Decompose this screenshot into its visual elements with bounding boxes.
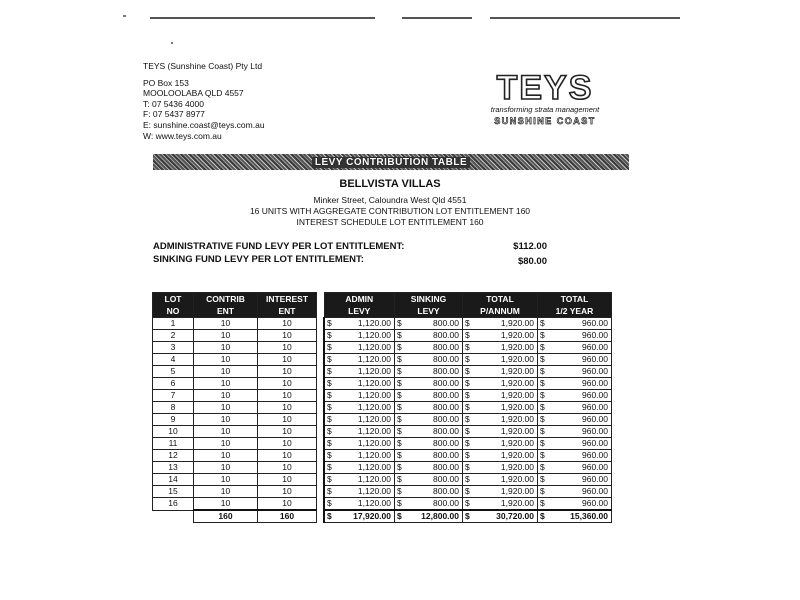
currency-symbol-cell: $ [395,498,406,511]
table-row [153,354,612,366]
interest-entitlement-cell: 10 [258,498,317,511]
sinking-value-cell: 800.00 [405,426,463,438]
half-value-cell: 960.00 [548,414,612,426]
currency-symbol-cell: $ [324,474,335,486]
lot-number-cell: 11 [153,438,194,450]
interest-entitlement-cell: 10 [258,486,317,498]
header-gap [317,305,325,318]
currency-symbol-cell: $ [463,486,474,498]
contrib-entitlement-cell: 10 [194,402,258,414]
currency-symbol-cell: $ [538,414,549,426]
half-value-cell: 960.00 [548,378,612,390]
interest-entitlement-cell: 10 [258,318,317,330]
half-value-cell: 960.00 [548,330,612,342]
currency-symbol-cell: $ [463,450,474,462]
table-row [153,414,612,426]
currency-symbol-cell: $ [463,402,474,414]
company-website: W: www.teys.com.au [143,130,222,141]
table-title-banner [153,154,629,170]
currency-symbol-cell: $ [463,354,474,366]
admin-value-cell: 1,120.00 [335,450,395,462]
sinking-value-cell: 800.00 [405,414,463,426]
table-row [153,402,612,414]
currency-symbol-cell: $ [324,438,335,450]
sinking-value-cell: 800.00 [405,342,463,354]
currency-symbol-cell: $ [395,474,406,486]
sinking-value-cell: 800.00 [405,390,463,402]
totals-row [153,510,612,523]
currency-symbol-cell: $ [395,342,406,354]
admin-value-cell: 1,120.00 [335,402,395,414]
total-value-cell: 1,920.00 [473,498,538,511]
table-row [153,366,612,378]
currency-symbol-cell: $ [538,318,549,330]
currency-symbol-cell: $ [324,330,335,342]
sinking-value-cell: 800.00 [405,330,463,342]
currency-symbol-cell: $ [538,486,549,498]
contrib-entitlement-cell: 10 [194,498,258,511]
interest-entitlement-cell: 10 [258,354,317,366]
table-row [153,426,612,438]
half-value-cell: 960.00 [548,402,612,414]
admin-value-cell: 1,120.00 [335,426,395,438]
currency-symbol-cell: $ [538,342,549,354]
lot-number-cell: 13 [153,462,194,474]
admin-value-cell: 1,120.00 [335,390,395,402]
table-row [153,378,612,390]
levy-table [152,292,612,523]
table-row [153,390,612,402]
contrib-entitlement-cell: 10 [194,426,258,438]
currency-symbol-cell: $ [538,330,549,342]
interest-entitlement-cell: 10 [258,342,317,354]
interest-entitlement-line: INTEREST SCHEDULE LOT ENTITLEMENT 160 [296,217,484,227]
interest-entitlement-cell: 10 [258,414,317,426]
total-value-cell: 1,920.00 [473,486,538,498]
total-value-cell: 1,920.00 [473,318,538,330]
interest-entitlement-cell: 10 [258,366,317,378]
sinking-value-cell: 800.00 [405,486,463,498]
currency-symbol-cell: $ [395,426,406,438]
lot-number-cell: 4 [153,354,194,366]
table-row [153,474,612,486]
lot-number-cell: 5 [153,366,194,378]
currency-symbol-cell: $ [395,462,406,474]
contrib-entitlement-cell: 10 [194,486,258,498]
header-sinking: SINKING [395,293,463,306]
total-value-cell: 1,920.00 [473,390,538,402]
half-value-cell: 960.00 [548,354,612,366]
company-details [143,61,265,141]
admin-value-cell: 1,120.00 [335,330,395,342]
currency-symbol-cell: $ [324,426,335,438]
currency-symbol-cell: $ [324,354,335,366]
total-value-cell: 1,920.00 [473,462,538,474]
sinking-value-cell: 800.00 [405,354,463,366]
total-value-cell: 1,920.00 [473,426,538,438]
half-value-cell: 960.00 [548,390,612,402]
gap-cell [317,318,325,330]
table-row [153,450,612,462]
gap-cell [317,330,325,342]
currency-symbol-cell: $ [395,366,406,378]
sinking-value-cell: 800.00 [405,366,463,378]
interest-entitlement-cell: 10 [258,330,317,342]
sinking-total-cell: 12,800.00 [405,510,463,523]
total-total-cell: 30,720.00 [473,510,538,523]
currency-symbol-cell: $ [463,438,474,450]
company-address-line: PO Box 153 [143,77,189,88]
currency-symbol-cell: $ [538,450,549,462]
header-sinking-sub: LEVY [395,305,463,318]
admin-value-cell: 1,120.00 [335,462,395,474]
currency-symbol-cell: $ [324,318,335,330]
contrib-entitlement-cell: 10 [194,342,258,354]
currency-symbol-cell: $ [395,390,406,402]
currency-symbol-cell: $ [324,378,335,390]
header-half-year-sub: 1/2 YEAR [538,305,612,318]
contrib-entitlement-cell: 10 [194,450,258,462]
header-contrib-sub: ENT [194,305,258,318]
currency-symbol-cell: $ [463,318,474,330]
total-value-cell: 1,920.00 [473,330,538,342]
sinking-value-cell: 800.00 [405,474,463,486]
contrib-entitlement-cell: 10 [194,474,258,486]
currency-symbol-cell: $ [395,438,406,450]
total-value-cell: 1,920.00 [473,438,538,450]
currency-symbol-cell: $ [463,474,474,486]
currency-symbol-cell: $ [538,426,549,438]
sinking-value-cell: 800.00 [405,438,463,450]
property-name: BELLVISTA VILLAS [339,178,441,190]
half-value-cell: 960.00 [548,486,612,498]
interest-total-cell: 160 [258,510,317,523]
currency-symbol-cell: $ [395,450,406,462]
lot-number-cell: 9 [153,414,194,426]
currency-symbol-cell: $ [463,390,474,402]
total-value-cell: 1,920.00 [473,354,538,366]
total-value-cell: 1,920.00 [473,402,538,414]
company-phone: T: 07 5436 4000 [143,98,204,109]
sinking-value-cell: 800.00 [405,498,463,511]
currency-symbol-cell: $ [538,438,549,450]
logo-wordmark: TEYS [496,69,594,107]
sinking-value-cell: 800.00 [405,462,463,474]
admin-value-cell: 1,120.00 [335,486,395,498]
lot-number-cell: 2 [153,330,194,342]
currency-symbol-cell: $ [463,462,474,474]
half-value-cell: 960.00 [548,450,612,462]
currency-symbol-cell: $ [463,498,474,511]
sinking-value-cell: 800.00 [405,318,463,330]
header-lot-sub: NO [153,305,194,318]
table-row [153,330,612,342]
admin-value-cell: 1,120.00 [335,366,395,378]
logo-region: SUNSHINE COAST [494,116,596,126]
currency-symbol-cell: $ [395,378,406,390]
currency-symbol-cell: $ [324,498,335,511]
contrib-total-cell: 160 [194,510,258,523]
property-address: Minker Street, Caloundra West Qld 4551 [313,195,467,205]
header-interest: INTEREST [258,293,317,306]
lot-number-cell: 8 [153,402,194,414]
half-value-cell: 960.00 [548,474,612,486]
admin-value-cell: 1,120.00 [335,438,395,450]
totals-label-cell [153,510,194,523]
banner-title: LEVY CONTRIBUTION TABLE [312,157,470,168]
units-entitlement-line: 16 UNITS WITH AGGREGATE CONTRIBUTION LOT ENTITLEMENT 160 [249,206,531,216]
gap-cell [317,498,325,511]
contrib-entitlement-cell: 10 [194,378,258,390]
currency-symbol-cell: $ [538,462,549,474]
admin-fund-value: $112.00 [513,241,547,252]
currency-symbol-cell: $ [395,510,406,523]
half-total-cell: 15,360.00 [548,510,612,523]
admin-value-cell: 1,120.00 [335,318,395,330]
half-value-cell: 960.00 [548,462,612,474]
interest-entitlement-cell: 10 [258,462,317,474]
lot-number-cell: 3 [153,342,194,354]
currency-symbol-cell: $ [538,510,549,523]
currency-symbol-cell: $ [538,402,549,414]
currency-symbol-cell: $ [463,342,474,354]
total-value-cell: 1,920.00 [473,414,538,426]
currency-symbol-cell: $ [538,474,549,486]
company-email: E: sunshine.coast@teys.com.au [143,119,265,130]
gap-cell [317,342,325,354]
admin-value-cell: 1,120.00 [335,342,395,354]
contrib-entitlement-cell: 10 [194,438,258,450]
interest-entitlement-cell: 10 [258,378,317,390]
currency-symbol-cell: $ [324,390,335,402]
header-lot: LOT [153,293,194,306]
lot-number-cell: 15 [153,486,194,498]
gap-cell [317,402,325,414]
half-value-cell: 960.00 [548,498,612,511]
currency-symbol-cell: $ [324,450,335,462]
scan-speck [123,15,126,17]
gap-cell [317,414,325,426]
sinking-fund-value: $80.00 [517,256,547,267]
interest-entitlement-cell: 10 [258,390,317,402]
header-total-sub: P/ANNUM [463,305,538,318]
contrib-entitlement-cell: 10 [194,354,258,366]
gap-cell [317,462,325,474]
sinking-value-cell: 800.00 [405,402,463,414]
table-row [153,342,612,354]
header-admin: ADMIN [324,293,395,306]
lot-number-cell: 14 [153,474,194,486]
levy-table-body [153,318,612,523]
lot-number-cell: 10 [153,426,194,438]
gap-cell [317,474,325,486]
admin-value-cell: 1,120.00 [335,354,395,366]
lot-number-cell: 1 [153,318,194,330]
currency-symbol-cell: $ [324,486,335,498]
gap-cell [317,390,325,402]
scan-line [402,17,472,19]
gap-cell [317,366,325,378]
table-row [153,438,612,450]
lot-number-cell: 7 [153,390,194,402]
half-value-cell: 960.00 [548,366,612,378]
currency-symbol-cell: $ [463,366,474,378]
total-value-cell: 1,920.00 [473,450,538,462]
currency-symbol-cell: $ [395,318,406,330]
interest-entitlement-cell: 10 [258,450,317,462]
gap-cell [317,450,325,462]
lot-number-cell: 12 [153,450,194,462]
currency-symbol-cell: $ [463,426,474,438]
half-value-cell: 960.00 [548,318,612,330]
currency-symbol-cell: $ [538,354,549,366]
admin-value-cell: 1,120.00 [335,378,395,390]
currency-symbol-cell: $ [463,414,474,426]
table-header-row [153,305,612,318]
lot-number-cell: 16 [153,498,194,511]
table-header-row [153,293,612,306]
currency-symbol-cell: $ [395,330,406,342]
sinking-value-cell: 800.00 [405,378,463,390]
currency-symbol-cell: $ [463,510,474,523]
table-row [153,318,612,330]
gap-cell [317,486,325,498]
currency-symbol-cell: $ [395,402,406,414]
admin-value-cell: 1,120.00 [335,498,395,511]
total-value-cell: 1,920.00 [473,378,538,390]
sinking-value-cell: 800.00 [405,450,463,462]
contrib-entitlement-cell: 10 [194,366,258,378]
contrib-entitlement-cell: 10 [194,390,258,402]
currency-symbol-cell: $ [395,354,406,366]
admin-value-cell: 1,120.00 [335,414,395,426]
interest-entitlement-cell: 10 [258,474,317,486]
total-value-cell: 1,920.00 [473,474,538,486]
total-value-cell: 1,920.00 [473,366,538,378]
header-half-year: TOTAL [538,293,612,306]
currency-symbol-cell: $ [324,402,335,414]
lot-number-cell: 6 [153,378,194,390]
header-admin-sub: LEVY [324,305,395,318]
currency-symbol-cell: $ [538,390,549,402]
currency-symbol-cell: $ [538,366,549,378]
gap-cell [317,426,325,438]
contrib-entitlement-cell: 10 [194,318,258,330]
currency-symbol-cell: $ [324,366,335,378]
total-value-cell: 1,920.00 [473,342,538,354]
half-value-cell: 960.00 [548,342,612,354]
logo-tagline: transforming strata management [490,105,600,114]
header-gap [317,293,325,306]
half-value-cell: 960.00 [548,438,612,450]
sinking-fund-label: SINKING FUND LEVY PER LOT ENTITLEMENT: [153,254,364,265]
interest-entitlement-cell: 10 [258,438,317,450]
scan-line [490,17,680,19]
scan-line [150,17,375,19]
company-fax: F: 07 5437 8977 [143,109,205,120]
header-contrib: CONTRIB [194,293,258,306]
currency-symbol-cell: $ [395,486,406,498]
currency-symbol-cell: $ [324,414,335,426]
table-row [153,462,612,474]
contrib-entitlement-cell: 10 [194,414,258,426]
table-row [153,498,612,511]
half-value-cell: 960.00 [548,426,612,438]
gap-cell [317,438,325,450]
teys-logo [480,69,610,126]
gap-cell [317,378,325,390]
admin-total-cell: 17,920.00 [335,510,395,523]
company-name: TEYS (Sunshine Coast) Pty Ltd [143,61,263,71]
gap-cell [317,354,325,366]
currency-symbol-cell: $ [463,378,474,390]
admin-fund-label: ADMINISTRATIVE FUND LEVY PER LOT ENTITLEMENT: [153,241,405,252]
company-address-line: MOOLOOLABA QLD 4557 [143,88,244,99]
interest-entitlement-cell: 10 [258,402,317,414]
gap-cell [317,510,325,523]
interest-entitlement-cell: 10 [258,426,317,438]
currency-symbol-cell: $ [324,510,335,523]
currency-symbol-cell: $ [395,414,406,426]
currency-symbol-cell: $ [463,330,474,342]
currency-symbol-cell: $ [324,342,335,354]
contrib-entitlement-cell: 10 [194,462,258,474]
header-total: TOTAL [463,293,538,306]
admin-value-cell: 1,120.00 [335,474,395,486]
scan-speck [171,42,173,44]
currency-symbol-cell: $ [324,462,335,474]
currency-symbol-cell: $ [538,378,549,390]
header-interest-sub: ENT [258,305,317,318]
table-row [153,486,612,498]
currency-symbol-cell: $ [538,498,549,511]
contrib-entitlement-cell: 10 [194,330,258,342]
